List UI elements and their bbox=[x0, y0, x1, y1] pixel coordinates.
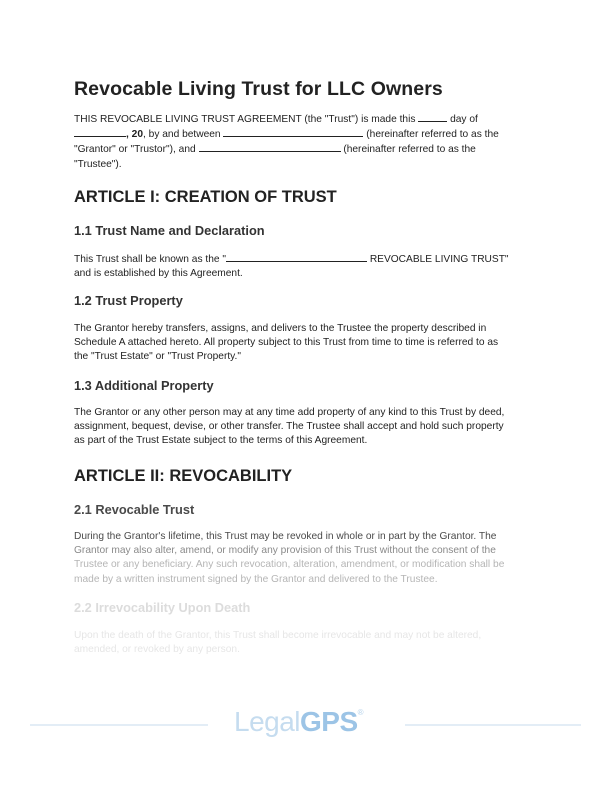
section-2-2-heading: 2.2 Irrevocability Upon Death bbox=[74, 600, 251, 615]
footer-rule-right bbox=[405, 724, 581, 726]
intro-paragraph: THIS REVOCABLE LIVING TRUST AGREEMENT (the "Trust") is made this day of , 20, by and between (hereinafter referred to as the "Grantor" or "Trustor"), and (hereinafter referred to as the "Trustee"). bbox=[74, 114, 499, 170]
section-2-1-heading: 2.1 Revocable Trust bbox=[74, 502, 195, 517]
section-1-1-text: This Trust shall be known as the " REVOCABLE LIVING TRUST" and is established by this Agreement. bbox=[74, 254, 509, 280]
month-blank[interactable] bbox=[74, 127, 126, 137]
section-1-2-text: The Grantor hereby transfers, assigns, and delivers to the Trustee the property described in Schedule A attached hereto. All property subject to this Trust from time to time is referred to as the "Trust Estate" or "Trust Property." bbox=[74, 323, 499, 363]
trustee-name-blank[interactable] bbox=[199, 142, 341, 152]
section-1-3-text: The Grantor or any other person may at any time add property of any kind to this Trust by deed, assignment, bequest, devise, or other transfer. The Trustee shall accept and hold such property as part of the Trust Estate subject to the terms of this Agreement. bbox=[74, 407, 505, 447]
day-blank[interactable] bbox=[418, 112, 447, 122]
section-1-1-heading: 1.1 Trust Name and Declaration bbox=[74, 223, 265, 238]
article-2-heading: ARTICLE II: REVOCABILITY bbox=[74, 467, 293, 485]
legalgps-logo: LegalGPS® bbox=[234, 706, 364, 737]
section-1-2-heading: 1.2 Trust Property bbox=[74, 293, 183, 308]
article-1-heading: ARTICLE I: CREATION OF TRUST bbox=[74, 188, 337, 206]
section-1-3-heading: 1.3 Additional Property bbox=[74, 378, 214, 393]
section-2-2-text: Upon the death of the Grantor, this Trust shall become irrevocable and may not be altered, amended, or revoked by any person. bbox=[74, 630, 482, 656]
footer-rule-left bbox=[30, 724, 208, 726]
grantor-name-blank[interactable] bbox=[223, 127, 363, 137]
trust-name-blank[interactable] bbox=[226, 252, 367, 262]
section-2-1-text: During the Grantor's lifetime, this Trust may be revoked in whole or in part by the Grantor. The Grantor may also alter, amend, or modify any provision of this Trust without the consent of the Trustee or any beneficiary. Any such revocation, alteration, amendment, or modification shall be made by a written instrument signed by the Grantor and delivered to the Trustee. bbox=[74, 531, 505, 585]
footer bbox=[0, 700, 612, 750]
document-title: Revocable Living Trust for LLC Owners bbox=[74, 78, 443, 100]
